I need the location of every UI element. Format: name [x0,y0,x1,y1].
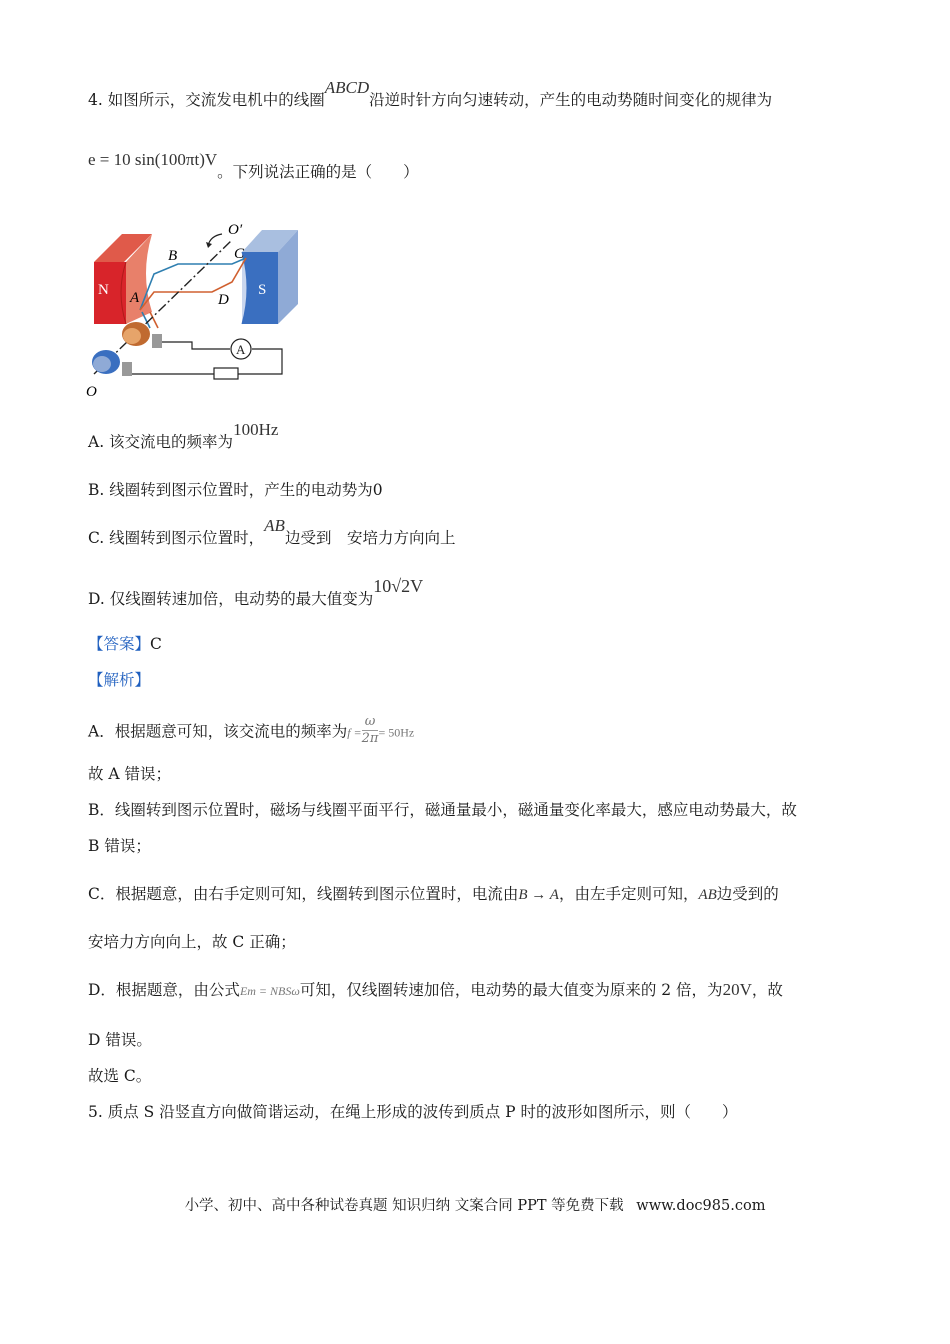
analysis-a [88,716,414,749]
s-magnet [242,230,298,324]
freq-numerator: ω [362,714,379,731]
analysis-a-text: A．根据题意可知，该交流电的频率为 [88,722,348,741]
q4-stem-line1 [88,78,773,110]
footer-link[interactable]: www.doc985.com [636,1198,766,1214]
answer-label: 【答案】 [88,635,151,653]
analysis-c1-text: C．根据题意，由右手定则可知，线圈转到图示位置时，电流由 [88,885,519,903]
analysis-a2: 故 A 错误； [88,765,172,783]
n-magnet [94,234,152,324]
analysis-d2: D 错误。 [88,1031,152,1049]
generator-figure [82,212,312,402]
analysis-c1-text-3: 边受到的 [716,885,779,903]
analysis-d1 [88,980,783,1001]
label-b: B [168,248,178,264]
freq-fraction [362,714,379,747]
resistor [214,368,238,379]
q4-stem-text-3: 。下列说法正确的是（ ） [217,163,419,181]
emf-max-formula: Em = NBSω [239,984,300,998]
label-c: C [234,246,245,262]
answer-value: C [150,635,162,653]
freq-denominator: 2π [361,731,379,746]
freq-symbol: f = [347,725,362,740]
slip-rings [92,322,162,376]
analysis-c1-text-2: ，由左手定则可知， [558,885,699,903]
analysis-final: 故选 C。 [88,1067,152,1085]
page-footer [0,1194,950,1215]
analysis-d1-text-3: ，故 [751,981,783,999]
analysis-d1-text: D．根据题意，由公式 [88,981,240,999]
analysis-c2: 安培力方向向上，故 C 正确； [88,933,296,951]
label-d: D [218,292,229,308]
emf-max-value: 20V [722,980,752,999]
option-d-value: 10√2V [373,576,424,596]
emf-formula: e = 10 sin(100πt)V [88,150,218,169]
option-a [88,420,279,452]
option-c [88,516,456,548]
footer-text: 小学、初中、高中各种试卷真题 知识归纳 文案合同 PPT 等免费下载 [184,1198,624,1214]
option-b: B. 线圈转到图示位置时，产生的电动势为0 [88,481,383,499]
analysis-label-text: 【解析】 [88,671,151,689]
n-label: N [98,282,109,298]
option-c-math: AB [264,516,285,535]
s-label: S [258,282,267,298]
q4-stem-line2 [88,150,419,182]
option-c-text: C. 线圈转到图示位置时， [88,529,265,547]
freq-result: = 50Hz [378,725,415,740]
q5-stem: 5. 质点 S 沿竖直方向做简谐运动，在绳上形成的波传到质点 P 时的波形如图所示，则（ ） [88,1103,738,1121]
label-o-prime: O′ [228,222,243,238]
analysis-b2: B 错误； [88,837,151,855]
option-d [88,576,424,609]
analysis-c1-math2: AB [698,887,717,903]
ammeter-label: A [236,342,246,357]
analysis-c1 [88,884,779,905]
option-c-text-2: 边受到 安培力方向向上 [284,529,456,547]
option-d-text: D. 仅线圈转速加倍，电动势的最大值变为 [88,590,374,608]
label-a: A [130,290,140,306]
option-a-text: A. 该交流电的频率为 [88,433,234,451]
q4-stem-text: 4. 如图所示，交流发电机中的线圈 [88,91,325,109]
current-direction: B → A [518,887,559,903]
analysis-d1-text-2: 可知，仅线圈转速加倍，电动势的最大值变为原来的 2 倍，为 [299,981,723,999]
answer [88,634,162,654]
coil [140,258,246,328]
q4-stem-text-2: 沿逆时针方向匀速转动，产生的电动势随时间变化的规律为 [369,91,773,109]
analysis-label [88,670,150,690]
option-a-value: 100Hz [233,420,279,439]
analysis-b1: B．线圈转到图示位置时，磁场与线圈平面平行，磁通量最小，磁通量变化率最大，感应电动势最大，故 [88,801,797,819]
coil-label: ABCD [324,78,370,97]
label-o: O [86,384,97,400]
